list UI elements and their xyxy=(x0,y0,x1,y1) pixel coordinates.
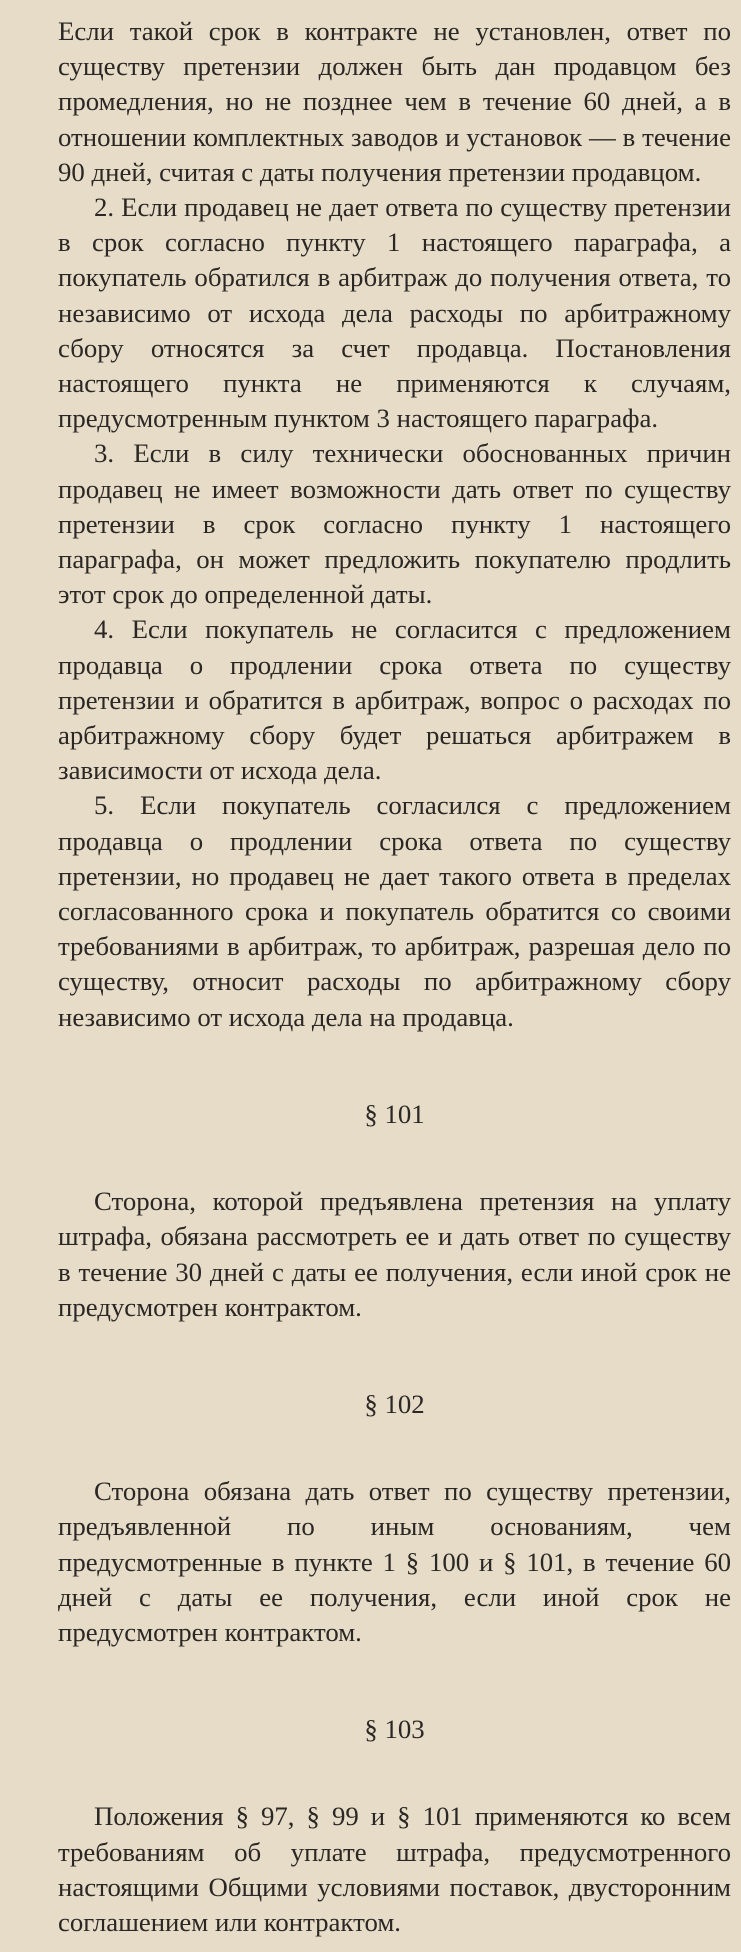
section-spacer xyxy=(58,1422,731,1474)
section-spacer xyxy=(58,1325,731,1387)
paragraph-section-103: Положения § 97, § 99 и § 101 применяются ко всем требованиям об уплате штрафа, предусмотренного настоящими Общими условиями поставок, двусторонним соглашением или контрактом. xyxy=(58,1801,731,1937)
paragraph-item-2: 2. Если продавец не дает ответа по существу претензии в срок согласно пункту 1 настоящего параграфа, а покупатель обратился в арбитраж до получения ответа, то независимо от исхода дела расходы по арбитражному сбору относятся за счет продавца. Постановления настоящего пункта не применяются к случаям, предусмотренным пунктом 3 настоящего параграфа. xyxy=(58,192,731,434)
paragraph-item-4: 4. Если покупатель не согласится с предложением продавца о продлении срока ответа по существу претензии и обратится в арбитраж, вопрос о расходах по арбитражному сбору будет решаться арбитражем в зависимости от исхода дела. xyxy=(58,614,731,786)
paragraph-intro: Если такой срок в контракте не установлен, ответ по существу претензии должен быть дан продавцом без промедления, но не позднее чем в течение 60 дней, а в отношении комплектных заводов и установок — в течение 90 дней, считая с даты получения претензии продавцом. xyxy=(58,16,731,187)
section-heading-103: § 103 xyxy=(364,1714,425,1745)
paragraph-item-3: 3. Если в силу технически обоснованных причин продавец не имеет возможности дать ответ по существу претензии в срок согласно пункту 1 настоящего параграфа, он может предложить покупателю продлить этот срок до определенной даты. xyxy=(58,438,731,610)
paragraph-section-101: Сторона, которой предъявлена претензия на уплату штрафа, обязана рассмотреть ее и дать ответ по существу в течение 30 дней с даты ее получения, если иной срок не предусмотрен контрактом. xyxy=(58,1186,731,1322)
paragraph-section-102: Сторона обязана дать ответ по существу претензии, предъявленной по иным основаниям, чем предусмотренные в пункте 1 § 100 и § 101, в течение 60 дней с даты ее получения, если иной срок не предусмотрен контрактом. xyxy=(58,1476,731,1647)
section-spacer xyxy=(58,1747,731,1799)
section-spacer xyxy=(58,1650,731,1712)
section-spacer xyxy=(58,1132,731,1184)
section-heading-102: § 102 xyxy=(364,1388,425,1419)
section-spacer xyxy=(58,1035,731,1097)
section-heading-101: § 101 xyxy=(364,1098,425,1129)
paragraph-item-5: 5. Если покупатель согласился с предложением продавца о продлении срока ответа по существу претензии, но продавец не дает такого ответа в пределах согласованного срока и покупатель обратится со своими требованиями в арбитраж, то арбитраж, разрешая дело по существу, относит расходы по арбитражному сбору независимо от исхода дела на продавца. xyxy=(58,790,731,1032)
